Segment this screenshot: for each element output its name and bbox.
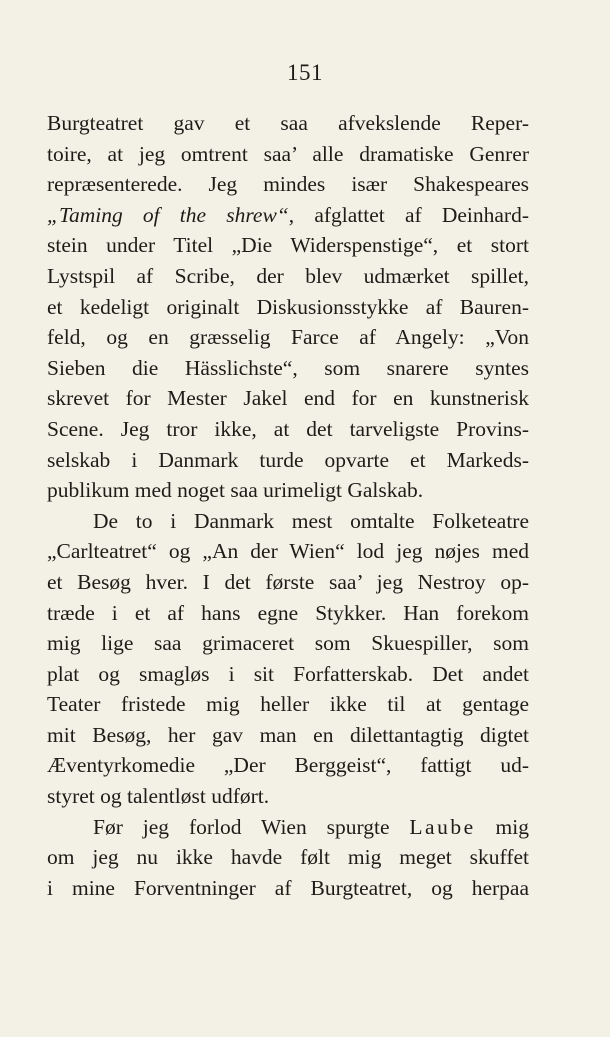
text-line-paragraph-start — [47, 812, 529, 843]
text-line: repræsenterede. Jeg mindes især Shakespeares — [47, 172, 529, 197]
text-line: „Carlteatret“ og „An der Wien“ lod jeg nøjes med — [47, 539, 529, 564]
text-line: toire, at jeg omtrent saa’ alle dramatiske Genrer — [47, 141, 529, 166]
italic-title: „Taming of the shrew“ — [47, 202, 289, 227]
text-line: et kedeligt originalt Diskusionsstykke af Bauren- — [47, 294, 529, 319]
text-line: selskab i Danmark turde opvarte et Markeds- — [47, 447, 529, 472]
text-line-before: Før jeg forlod Wien spurgte — [93, 814, 410, 839]
text-line: stein under Titel „Die Widerspenstige“, et stort — [47, 233, 529, 258]
text-line-rest: , afglattet af Deinhard- — [288, 202, 529, 227]
text-line: plat og smagløs i sit Forfatterskab. Det andet — [47, 661, 529, 686]
text-line — [47, 200, 529, 231]
text-line: Burgteatret gav et saa afvekslende Reper- — [47, 111, 529, 135]
text-line: Scene. Jeg tror ikke, at det tarveligste Provins- — [47, 416, 529, 441]
text-line: skrevet for Mester Jakel end for en kunstnerisk — [47, 386, 529, 411]
text-line: feld, og en græsselig Farce af Angely: „Von — [47, 325, 529, 350]
text-line: mit Besøg, her gav man en dilettantagtig digtet — [47, 722, 529, 747]
text-line: Lystspil af Scribe, der blev udmærket spillet, — [47, 263, 529, 288]
text-line: i mine Forventninger af Burgteatret, og herpaa — [47, 875, 529, 900]
text-line: et Besøg hver. I det første saa’ jeg Nestroy op- — [47, 569, 529, 594]
text-line: Sieben die Hässlichste“, som snarere syntes — [47, 355, 529, 380]
text-line: publikum med noget saa urimeligt Galskab. — [47, 478, 424, 503]
text-line: Æventyrkomedie „Der Berggeist“, fattigt ud- — [47, 753, 529, 778]
text-line: om jeg nu ikke havde følt mig meget skuffet — [47, 845, 529, 870]
text-line-paragraph-start: De to i Danmark mest omtalte Folketeatre — [93, 508, 529, 533]
text-line: mig lige saa grimaceret som Skuespiller, som — [47, 631, 529, 656]
body-text — [47, 108, 529, 903]
text-line: styret og talentløst udført. — [47, 784, 270, 809]
page-number: 151 — [287, 60, 323, 85]
spaced-name-laube: Laube — [409, 814, 476, 839]
text-line-after: mig — [475, 814, 529, 839]
text-line: Teater fristede mig heller ikke til at gentage — [47, 692, 529, 717]
text-line: træde i et af hans egne Stykker. Han forekom — [47, 600, 529, 625]
